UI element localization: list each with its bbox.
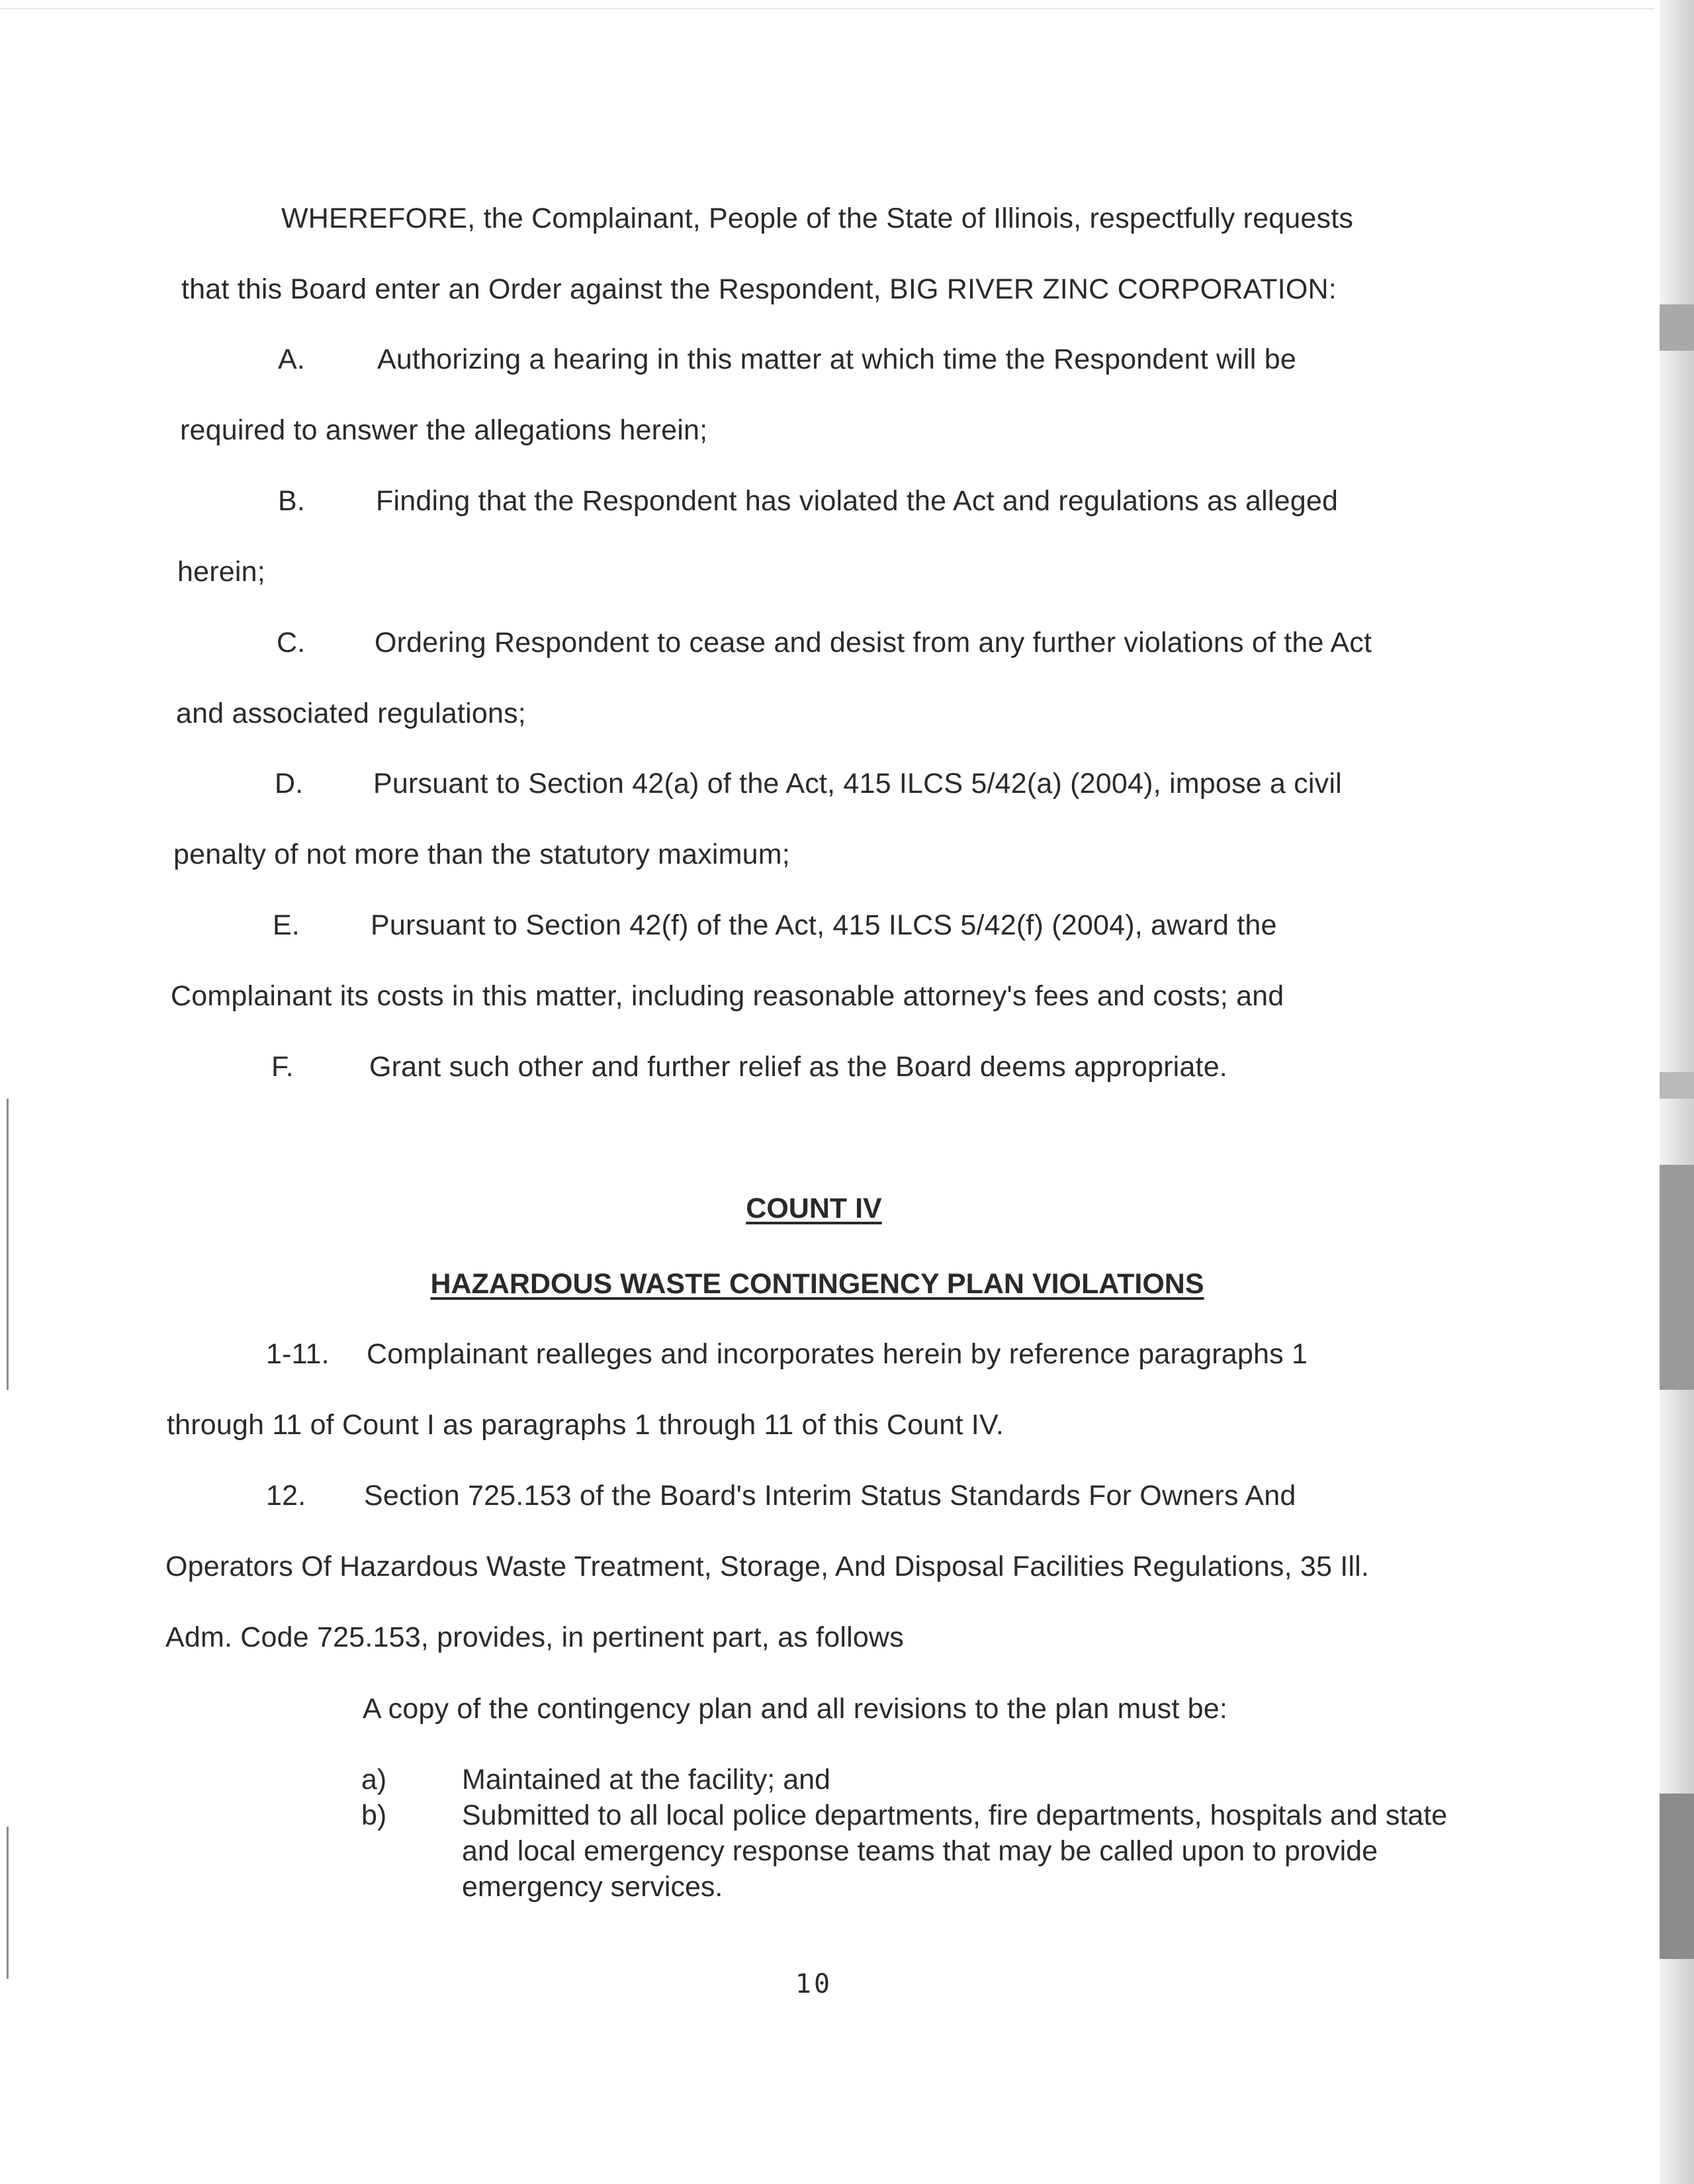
- quote-intro: A copy of the contingency plan and all revisions to the plan must be:: [363, 1693, 1227, 1725]
- item-text-a: Authorizing a hearing in this matter at which time the Respondent will be: [377, 343, 1296, 375]
- item-label-f: F.: [271, 1051, 294, 1083]
- scan-left-mark: [7, 1099, 9, 1390]
- quote-item-label-b: b): [361, 1799, 387, 1831]
- scan-left-mark: [7, 1827, 9, 1979]
- item-label-b: B.: [278, 485, 306, 517]
- quote-item-text-a: Maintained at the facility; and: [462, 1764, 830, 1796]
- scan-edge-band: [1660, 304, 1694, 351]
- item-continuation-b: herein;: [177, 556, 265, 588]
- paragraph-label-1-11: 1-11.: [266, 1338, 330, 1370]
- paragraph-12-line-2: Operators Of Hazardous Waste Treatment, Storage, And Disposal Facilities Regulations, 35 Ill.: [165, 1551, 1370, 1582]
- item-text-c: Ordering Respondent to cease and desist from any further violations of the Act: [375, 627, 1372, 659]
- intro-line-1: WHEREFORE, the Complainant, People of the State of Illinois, respectfully requests: [281, 203, 1354, 234]
- scan-top-edge: [0, 8, 1654, 9]
- quote-item-label-a: a): [361, 1764, 387, 1796]
- paragraph-12-line-3: Adm. Code 725.153, provides, in pertinent part, as follows: [165, 1621, 904, 1653]
- item-text-b: Finding that the Respondent has violated the Act and regulations as alleged: [376, 485, 1339, 517]
- item-text-e: Pursuant to Section 42(f) of the Act, 415 ILCS 5/42(f) (2004), award the: [371, 909, 1277, 941]
- page-number: 10: [795, 1969, 833, 1999]
- scan-edge-band: [1660, 1165, 1694, 1390]
- quote-item-text-b: Submitted to all local police departments, fire departments, hospitals and state and local emergency response teams that may be called upon to provide emergency services.: [462, 1799, 1448, 1903]
- item-label-c: C.: [277, 627, 306, 659]
- paragraph-1-11-continuation: through 11 of Count I as paragraphs 1 through 11 of this Count IV.: [167, 1409, 1004, 1441]
- item-text-f: Grant such other and further relief as the Board deems appropriate.: [369, 1051, 1227, 1083]
- item-continuation-c: and associated regulations;: [176, 698, 526, 729]
- item-label-e: E.: [273, 909, 300, 941]
- paragraph-label-12: 12.: [266, 1480, 306, 1512]
- item-continuation-e: Complainant its costs in this matter, including reasonable attorney's fees and costs; and: [171, 980, 1284, 1012]
- count-heading: COUNT IV: [746, 1193, 882, 1224]
- intro-line-2: that this Board enter an Order against the Respondent, BIG RIVER ZINC CORPORATION:: [181, 273, 1337, 305]
- item-label-d: D.: [275, 768, 304, 799]
- item-label-a: A.: [278, 343, 306, 375]
- item-text-d: Pursuant to Section 42(a) of the Act, 415 ILCS 5/42(a) (2004), impose a civil: [373, 768, 1342, 799]
- paragraph-12-text: Section 725.153 of the Board's Interim Status Standards For Owners And: [364, 1480, 1296, 1512]
- scan-edge-band: [1660, 1794, 1694, 1959]
- count-subheading: HAZARDOUS WASTE CONTINGENCY PLAN VIOLATIONS: [430, 1268, 1204, 1300]
- paragraph-1-11-text: Complainant realleges and incorporates herein by reference paragraphs 1: [367, 1338, 1308, 1370]
- item-continuation-d: penalty of not more than the statutory maximum;: [173, 839, 790, 870]
- item-continuation-a: required to answer the allegations herein;: [180, 414, 708, 446]
- scan-edge-band: [1660, 1072, 1694, 1099]
